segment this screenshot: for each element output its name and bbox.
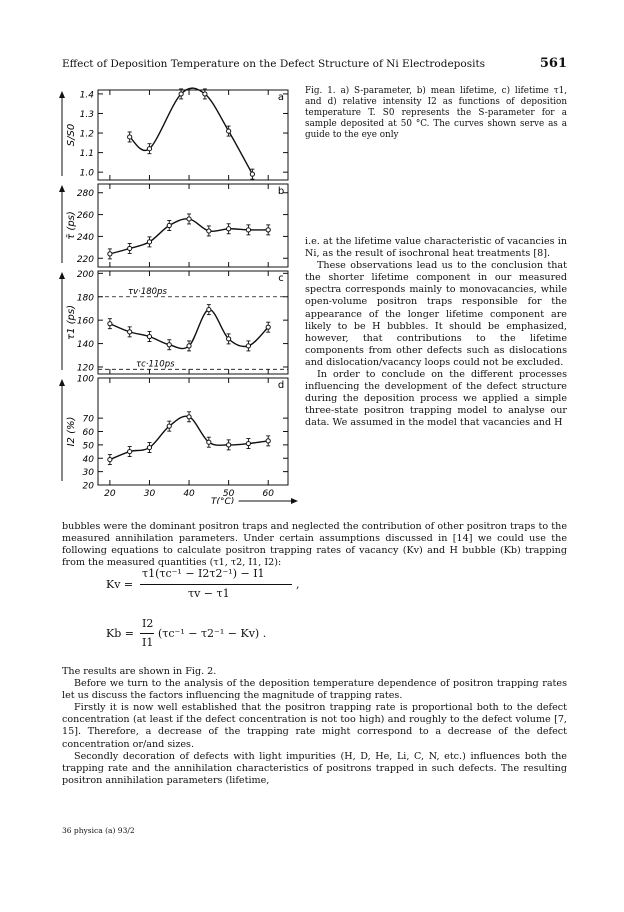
data-point: [167, 424, 171, 428]
paragraph: bubbles were the dominant positron traps and neglected the contribution of other positron traps to the measured annihilation parameters. Under certain assumptions discussed in [14] we could use the following equations to calculate positron trapping rates of vacancy (Kv) and H bubble (Kb) trapping from the measured quantities (τ1, τ2, I1, I2):: [62, 521, 567, 569]
paragraph: i.e. at the lifetime value characteristic of vacancies in Ni, as the result of isochronal heat treatments [8].: [305, 236, 567, 260]
panel-frame: [98, 184, 288, 267]
panel-frame: [98, 378, 288, 485]
data-point: [266, 228, 270, 232]
y-tick-label: 60: [82, 428, 94, 438]
kv-numerator: τ1(τc⁻¹ − I2τ2⁻¹) − I1: [142, 567, 265, 580]
kv-comma: ,: [296, 578, 300, 591]
data-point: [128, 246, 132, 250]
panel-tag: b: [277, 186, 285, 197]
data-point: [128, 449, 132, 453]
data-point: [207, 229, 211, 233]
y-tick-label: 30: [82, 468, 94, 479]
paragraph: Firstly it is now well established that the positron trapping rate is proportional both to the defect concentration (at least if the defect concentration is not too high) and roughly to the defect volume [7, 15]. Therefore, a decrease of the trapping rate might correspond to a decrease of the defect concentration or/and sizes.: [62, 702, 567, 750]
y-tick-label: 220: [76, 254, 94, 265]
data-point: [227, 227, 231, 231]
right-column-text: [305, 236, 567, 430]
panel-tag: d: [277, 380, 285, 391]
panel-tag: c: [278, 273, 284, 284]
running-title: Effect of Deposition Temperature on the Defect Structure of Ni Electrodeposits: [62, 58, 486, 70]
arrow-head: [59, 185, 65, 192]
y-tick-label: 260: [76, 211, 94, 222]
y-tick-label: 180: [76, 293, 94, 304]
x-tick-label: 40: [183, 489, 195, 499]
x-tick-label: 30: [143, 489, 156, 499]
data-point: [108, 322, 112, 326]
data-point: [227, 337, 231, 341]
data-point: [203, 92, 207, 96]
data-point: [147, 445, 151, 449]
y-tick-label: 70: [82, 414, 94, 425]
y-axis-label: S/S0: [66, 123, 77, 147]
y-tick-label: 160: [76, 316, 94, 327]
reference-label: τc·110ps: [136, 359, 175, 370]
data-point: [108, 457, 112, 461]
x-tick-label: 50: [222, 489, 235, 499]
data-point: [227, 443, 231, 447]
y-axis-label: τ1 (ps): [66, 305, 77, 340]
y-tick-label: 1.0: [79, 168, 94, 179]
x-tick-label: 20: [104, 489, 116, 499]
figure-caption: Fig. 1. a) S-parameter, b) mean lifetime, c) lifetime τ1, and d) relative intensity I2 as functions of deposition temperature T. S0 represents the S-parameter for a sample deposited at 50 °C. The curves shown serve as a guide to the eye only: [305, 86, 567, 140]
y-tick-label: 1.2: [79, 129, 94, 140]
y-tick-label: 140: [76, 340, 94, 351]
reference-label: τv·180ps: [128, 286, 167, 297]
y-tick-label: 240: [76, 232, 94, 243]
y-tick-label: 100: [76, 374, 94, 385]
y-tick-label: 40: [82, 454, 94, 465]
body-text-b: [62, 666, 567, 787]
kv-lhs: Kv =: [106, 578, 134, 591]
data-point: [207, 308, 211, 312]
y-tick-label: 280: [76, 189, 94, 200]
footer-note: 36 physica (a) 93/2: [62, 826, 135, 835]
data-point: [187, 217, 191, 221]
y-tick-label: 120: [76, 363, 94, 374]
data-point: [187, 415, 191, 419]
data-point: [128, 330, 132, 334]
data-point: [246, 228, 250, 232]
data-point: [246, 344, 250, 348]
x-tick-label: 60: [262, 489, 274, 499]
y-tick-label: 50: [82, 441, 94, 452]
panel-frame: [98, 90, 288, 180]
data-point: [167, 223, 171, 227]
y-tick-label: 1.1: [79, 149, 94, 160]
arrow-head: [59, 272, 65, 279]
data-point: [128, 135, 132, 139]
data-point: [187, 344, 191, 348]
x-axis-label: T(°C): [211, 497, 235, 504]
data-point: [147, 240, 151, 244]
data-point: [246, 441, 250, 445]
panel-frame: [98, 271, 288, 374]
data-point: [167, 343, 171, 347]
kb-frac-numerator: I2: [142, 617, 154, 630]
fraction-bar: [140, 633, 154, 634]
kb-lhs: Kb =: [106, 627, 134, 640]
paragraph: These observations lead us to the conclusion that the shorter lifetime component in our measured spectra corresponds mainly to monovacancies, while open-volume positron traps responsible for the appearance of the longer lifetime component are likely to be H bubbles. It should be emphasized, however, that contributions to the lifetime components from other defects such as dislocations and dislocation/vacancy loops could not be excluded.: [305, 260, 567, 368]
data-point: [266, 325, 270, 329]
paragraph: Secondly decoration of defects with light impurities (H, D, He, Li, C, N, etc.) influences both the trapping rate and the annihilation characteristics of positrons trapped in such defects. The resulting positron annihilation parameters (lifetime,: [62, 750, 567, 786]
kv-denominator: τv − τ1: [188, 587, 230, 600]
y-tick-label: 1.4: [79, 90, 94, 101]
kb-rest: (τc⁻¹ − τ2⁻¹ − Kv) .: [158, 627, 267, 640]
data-point: [250, 172, 254, 176]
y-tick-label: 20: [82, 481, 94, 492]
page-number: 561: [539, 56, 567, 71]
series-curve: [130, 88, 253, 174]
y-axis-label: I2 (%): [66, 416, 77, 447]
data-point: [207, 440, 211, 444]
fraction-bar: [140, 584, 292, 585]
y-axis-label: τ̄ (ps): [66, 211, 77, 240]
data-point: [179, 92, 183, 96]
kb-frac-denominator: I1: [142, 636, 154, 649]
paragraph: In order to conclude on the different processes influencing the development of the defect structure during the deposition process we applied a simple three-state positron trapping model to analyse our data. We assumed in the model that vacancies and H: [305, 369, 567, 429]
panel-tag: a: [277, 92, 285, 103]
data-point: [147, 147, 151, 151]
data-point: [108, 252, 112, 256]
y-tick-label: 200: [76, 269, 94, 280]
y-tick-label: 1.3: [79, 109, 94, 120]
arrow-head: [59, 379, 65, 386]
series-curve: [110, 416, 268, 459]
figure-1: [56, 84, 300, 504]
data-point: [266, 439, 270, 443]
data-point: [147, 334, 151, 338]
body-text-a: [62, 521, 567, 569]
arrow-head: [291, 498, 298, 504]
paragraph: The results are shown in Fig. 2.: [62, 666, 217, 677]
data-point: [227, 129, 231, 133]
running-header: [62, 58, 567, 72]
arrow-head: [59, 91, 65, 98]
paragraph: Before we turn to the analysis of the deposition temperature dependence of positron trapping rates let us discuss the factors influencing the magnitude of trapping rates.: [62, 678, 567, 702]
